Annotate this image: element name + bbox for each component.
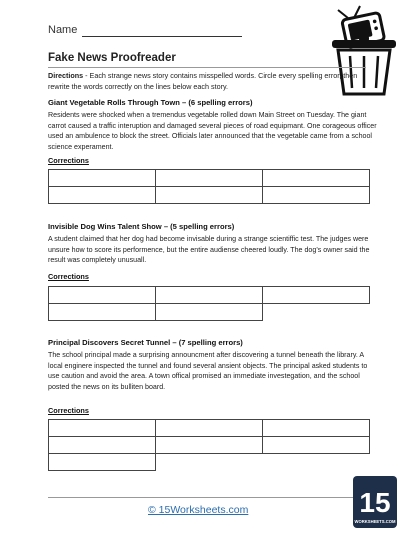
correction-cell[interactable] — [263, 170, 370, 187]
story-1-corrections-label: Corrections — [48, 156, 89, 165]
footer-divider — [48, 497, 366, 498]
correction-cell[interactable] — [156, 187, 263, 204]
worksheets-logo — [351, 474, 399, 530]
story-2-title: Invisible Dog Wins Talent Show – (5 spelling errors) — [48, 222, 235, 231]
correction-cell[interactable] — [156, 170, 263, 187]
page-title: Fake News Proofreader — [48, 52, 176, 64]
correction-cell[interactable] — [49, 287, 156, 304]
correction-cell[interactable] — [49, 187, 156, 204]
directions-label: Directions — [48, 71, 84, 80]
directions-text: - Each strange news story contains misspelled words. Circle every spelling error, then rewrite the words correctly on the lines below each story. — [48, 71, 358, 91]
logo-caption: WORKSHEETS.COM — [354, 519, 396, 524]
table-row — [49, 287, 370, 304]
story-3-corrections-table — [48, 419, 370, 471]
story-1-title: Giant Vegetable Rolls Through Town – (6 spelling errors) — [48, 98, 253, 107]
footer-link[interactable]: © 15Worksheets.com — [148, 504, 249, 516]
story-2-corrections-label: Corrections — [48, 272, 89, 281]
correction-cell[interactable] — [49, 437, 156, 454]
correction-cell[interactable] — [156, 287, 263, 304]
correction-cell[interactable] — [156, 304, 263, 321]
story-3-title: Principal Discovers Secret Tunnel – (7 spelling errors) — [48, 338, 243, 347]
story-2-body: A student claimed that her dog had become invisable during a strange scientiffic test. The judges were unsure how to score its performence, but the entire audiense cheered loudly. The dog’s owner said the result was completely unusuall. — [48, 235, 370, 265]
correction-cell[interactable] — [263, 420, 370, 437]
title-divider — [48, 67, 366, 68]
table-row — [49, 437, 370, 454]
correction-cell[interactable] — [263, 287, 370, 304]
story-3-corrections-label: Corrections — [48, 406, 89, 415]
table-row — [49, 170, 370, 187]
correction-cell[interactable] — [49, 420, 156, 437]
table-row — [49, 420, 370, 437]
logo-number: 15 — [359, 487, 391, 518]
directions — [48, 71, 368, 92]
table-row — [49, 304, 370, 321]
correction-cell[interactable] — [49, 170, 156, 187]
correction-cell[interactable] — [263, 437, 370, 454]
correction-cell[interactable] — [263, 187, 370, 204]
correction-cell[interactable] — [49, 454, 156, 471]
table-row — [49, 454, 370, 471]
name-line[interactable] — [82, 36, 242, 37]
story-1-body: Residents were shocked when a tremendus vegetable rolled down Main Street on Tuesday. The giant carrot caused a traffic interuption and damaged several pieces of road equipmant. One corageous officer used an ambulence to block the street. Officials later announced that the vegetable came from a school science experament. — [48, 111, 377, 151]
story-2-corrections-table — [48, 286, 370, 321]
correction-cell[interactable] — [156, 437, 263, 454]
table-row — [49, 187, 370, 204]
story-1-corrections-table — [48, 169, 370, 204]
story-3-body: The school principal made a surprising announcment after discovering a tunnel beneath the library. A local enginere inspected the tunnel and found several ansient objects. The principal asked students to use caution and avoid the area. A town offical promised an immediate investegation, and the school posted the news on its bulliten board. — [48, 351, 368, 391]
correction-cell[interactable] — [49, 304, 156, 321]
name-label: Name — [48, 24, 78, 36]
correction-cell[interactable] — [156, 420, 263, 437]
